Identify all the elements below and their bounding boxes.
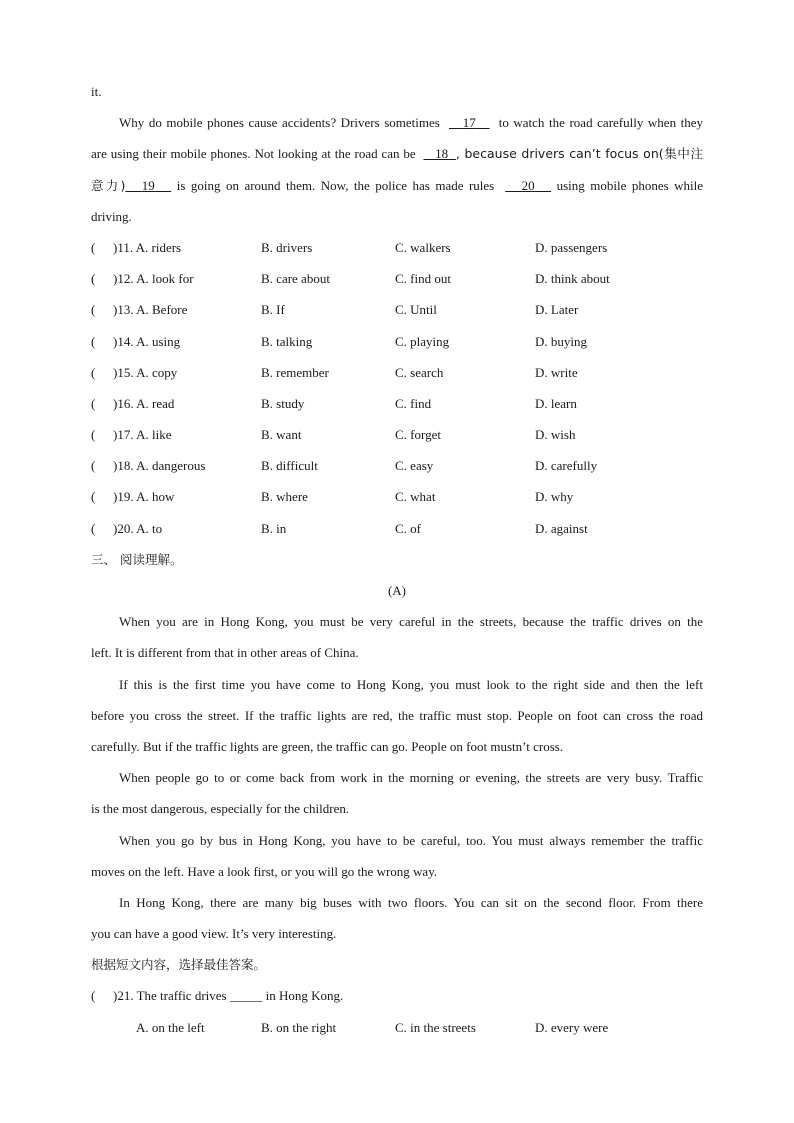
option-b: B. want bbox=[261, 427, 302, 443]
option-a: )16. A. read bbox=[113, 395, 175, 411]
text-fragment: to watch the road carefully when they bbox=[498, 115, 704, 131]
option-d: D. think about bbox=[535, 271, 610, 287]
question-21-options bbox=[91, 1012, 703, 1043]
question-row bbox=[91, 513, 703, 544]
cloze-paragraph-line bbox=[91, 170, 703, 201]
option-c: C. playing bbox=[395, 333, 450, 349]
option-a: )20. A. to bbox=[113, 520, 163, 536]
text-fragment: Why do mobile phones cause accidents? Drivers sometimes bbox=[119, 115, 440, 131]
answer-paren[interactable]: ( bbox=[91, 395, 96, 411]
passage-line: left. It is different from that in other areas of China. bbox=[91, 645, 359, 661]
option-d: D. why bbox=[535, 489, 574, 505]
text-fragment: 意力) bbox=[91, 177, 126, 193]
question-row bbox=[91, 326, 703, 357]
question-row bbox=[91, 357, 703, 388]
option-c: C. of bbox=[395, 520, 421, 536]
question-row bbox=[91, 232, 703, 263]
option-c: C. in the streets bbox=[395, 1019, 476, 1035]
option-b: B. remember bbox=[261, 364, 329, 380]
passage-line: moves on the left. Have a look first, or you will go the wrong way. bbox=[91, 863, 438, 879]
option-d: D. carefully bbox=[535, 458, 598, 474]
text-fragment: driving. bbox=[91, 208, 132, 224]
answer-paren[interactable]: ( bbox=[91, 302, 96, 318]
passage-line: If this is the first time you have come to Hong Kong, you must look to the right side and then the left bbox=[119, 676, 703, 692]
answer-paren[interactable]: ( bbox=[91, 271, 96, 287]
option-b: B. difficult bbox=[261, 458, 318, 474]
option-b: B. on the right bbox=[261, 1019, 337, 1035]
answer-paren[interactable]: ( bbox=[91, 239, 96, 255]
passage-line: In Hong Kong, there are many big buses with two floors. You can sit on the second floor. From there bbox=[119, 894, 703, 910]
option-c: C. find bbox=[395, 395, 432, 411]
cloze-paragraph-line bbox=[91, 138, 703, 169]
passage-line: you can have a good view. It’s very interesting. bbox=[91, 926, 337, 942]
question-row bbox=[91, 481, 703, 512]
text-fragment: it. bbox=[91, 84, 102, 99]
text-fragment: are using their mobile phones. Not looking at the road can be bbox=[91, 146, 416, 162]
option-d: D. against bbox=[535, 520, 588, 536]
option-a: )18. A. dangerous bbox=[113, 458, 206, 474]
option-c: C. find out bbox=[395, 271, 451, 287]
blank-18: 18 bbox=[435, 146, 449, 162]
answer-paren[interactable]: ( bbox=[91, 489, 96, 505]
option-d: D. wish bbox=[535, 427, 576, 443]
answer-paren[interactable]: ( bbox=[91, 988, 96, 1004]
answer-paren[interactable]: ( bbox=[91, 364, 96, 380]
question-row bbox=[91, 450, 703, 481]
option-a: )15. A. copy bbox=[113, 364, 178, 380]
text-line bbox=[91, 76, 703, 107]
blank-17: 17 bbox=[462, 115, 476, 131]
option-a: A. on the left bbox=[136, 1019, 205, 1035]
cloze-paragraph-line bbox=[91, 107, 703, 138]
option-a: )14. A. using bbox=[113, 333, 181, 349]
answer-paren[interactable]: ( bbox=[91, 333, 96, 349]
question-row bbox=[91, 263, 703, 294]
blank-19: 19 bbox=[141, 177, 155, 193]
worksheet-page bbox=[91, 76, 703, 1043]
answer-paren[interactable]: ( bbox=[91, 520, 96, 536]
option-a: )12. A. look for bbox=[113, 271, 194, 287]
option-d: D. every were bbox=[535, 1019, 609, 1035]
passage-line: When you are in Hong Kong, you must be very careful in the streets, because the traffic drives on the bbox=[119, 614, 703, 630]
text-line bbox=[91, 201, 703, 232]
answer-paren[interactable]: ( bbox=[91, 458, 96, 474]
question-stem: )21. The traffic drives _____ in Hong Kong. bbox=[113, 988, 344, 1004]
option-d: D. Later bbox=[535, 302, 579, 318]
option-d: D. write bbox=[535, 364, 578, 380]
question-row bbox=[91, 419, 703, 450]
option-c: C. walkers bbox=[395, 239, 451, 255]
passage-label: (A) bbox=[387, 583, 407, 598]
option-d: D. learn bbox=[535, 395, 577, 411]
instruction: 根据短文内容，选择最佳答案。 bbox=[91, 957, 267, 973]
text-fragment: using mobile phones while bbox=[556, 177, 704, 193]
option-b: B. care about bbox=[261, 271, 330, 287]
option-c: C. forget bbox=[395, 427, 441, 443]
option-b: B. study bbox=[261, 395, 305, 411]
option-a: )17. A. like bbox=[113, 427, 172, 443]
option-b: B. talking bbox=[261, 333, 313, 349]
question-row bbox=[91, 294, 703, 325]
option-a: )13. A. Before bbox=[113, 302, 188, 318]
blank-20: 20 bbox=[521, 177, 535, 193]
text-fragment: is going on around them. Now, the police has made rules bbox=[176, 177, 495, 193]
passage-line: When people go to or come back from work in the morning or evening, the streets are very busy. Traffic bbox=[119, 770, 703, 786]
option-b: B. drivers bbox=[261, 239, 313, 255]
option-c: C. Until bbox=[395, 302, 437, 318]
text-fragment: , because drivers can’t focus on(集中注 bbox=[455, 146, 704, 162]
option-d: D. buying bbox=[535, 333, 587, 349]
option-a: )19. A. how bbox=[113, 489, 175, 505]
section-heading: 三、 阅读理解。 bbox=[91, 551, 183, 567]
option-b: B. in bbox=[261, 520, 287, 536]
question-21 bbox=[91, 980, 703, 1011]
option-b: B. If bbox=[261, 302, 285, 318]
passage-line: before you cross the street. If the traffic lights are red, the traffic must stop. People on foot can cross the road bbox=[91, 707, 703, 723]
option-b: B. where bbox=[261, 489, 308, 505]
passage-line: is the most dangerous, especially for the children. bbox=[91, 801, 350, 817]
option-c: C. search bbox=[395, 364, 444, 380]
option-a: )11. A. riders bbox=[113, 239, 182, 255]
option-c: C. what bbox=[395, 489, 436, 505]
question-row bbox=[91, 388, 703, 419]
passage-line: When you go by bus in Hong Kong, you have to be careful, too. You must always remember the traffic bbox=[119, 832, 703, 848]
option-c: C. easy bbox=[395, 458, 434, 474]
passage-line: carefully. But if the traffic lights are green, the traffic can go. People on foot mustn’t cross. bbox=[91, 738, 564, 754]
answer-paren[interactable]: ( bbox=[91, 427, 96, 443]
option-d: D. passengers bbox=[535, 239, 608, 255]
